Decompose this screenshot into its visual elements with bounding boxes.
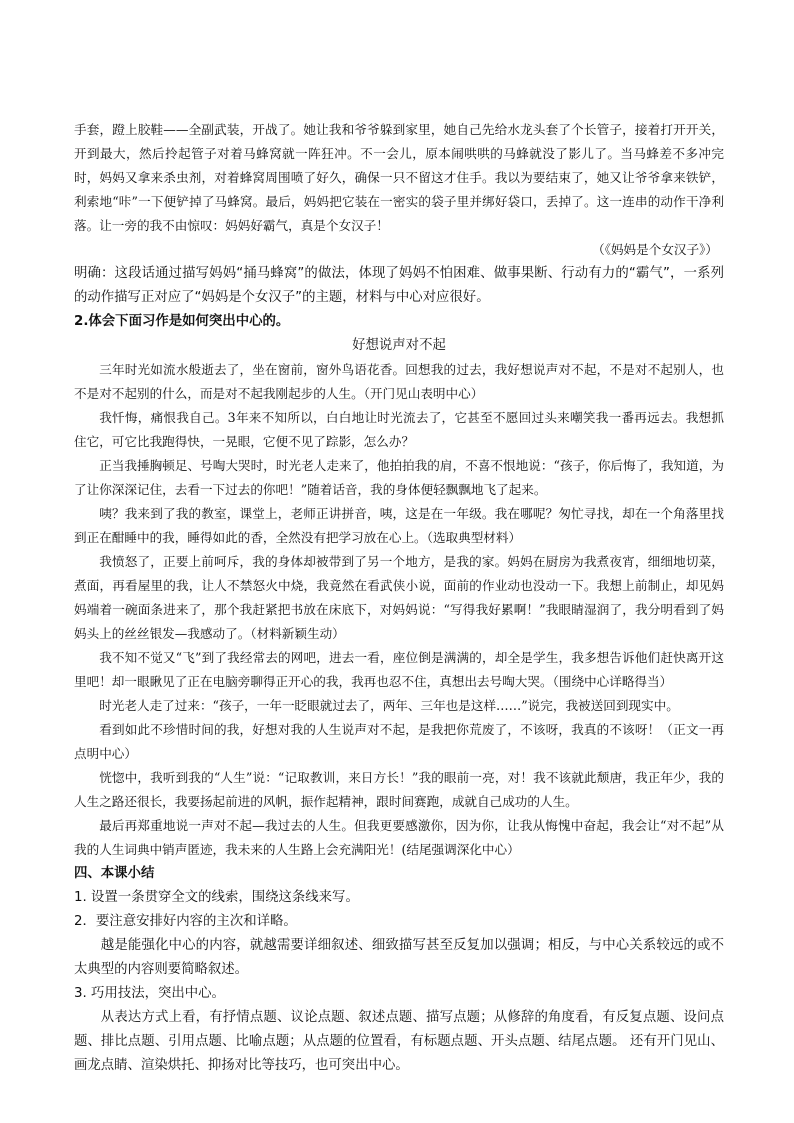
essay-paragraph: 我不知不觉又“飞”到了我经常去的网吧，进去一看，座位倒是满满的，却全是学生，我多想告诉他们赶快离开这里吧！却一眼瞅见了正在电脑旁聊得正开心的我，我再也忍不住，真想出去号啕大哭。（围绕中心详略得当） — [74, 650, 724, 689]
essay-paragraph: 恍惚中，我听到我的“人生”说：“记取教训，来日方长！”我的眼前一亮，对！我不该就此颓唐，我正年少，我的人生之路还很长，我要扬起前进的风帆，振作起精神，跟时间赛跑，成就自己成功的人生。 — [74, 770, 724, 809]
essay-paragraph: 我愤怒了，正要上前呵斥，我的身体却被带到了另一个地方，是我的家。妈妈在厨房为我煮夜宵，细细地切菜，煮面，再看屋里的我，让人不禁怒火中烧，我竟然在看武侠小说，面前的作业动也没动一下。我想上前制止，却见妈妈端着一碗面条进来了，那个我赶紧把书放在床底下，对妈妈说：“写得我好累啊！”我眼睛湿润了，我分明看到了妈妈头上的丝丝银发—我感动了。（材料新颖生动） — [74, 554, 724, 641]
commentary: 明确：这段话通过描写妈妈“捅马蜂窝”的做法，体现了妈妈不怕困难、做事果断、行动有力的“霸气”，一系列的动作描写正对应了“妈妈是个女汉子”的主题，材料与中心对应很好。 — [74, 266, 724, 305]
essay-paragraph: 最后再郑重地说一声对不起—我过去的人生。但我更要感激你，因为你，让我从悔愧中奋起，我会让“对不起”从我的人生词典中销声匿迹，我未来的人生路上会充满阳光！(结尾强调深化中心） — [74, 818, 724, 857]
summary-heading: 四、本课小结 — [74, 866, 155, 881]
essay-paragraph: 看到如此不珍惜时间的我，好想对我的人生说声对不起，是我把你荒废了，不该呀，我真的不该呀！（正文一再点明中心） — [74, 722, 724, 761]
essay-paragraph: 三年时光如流水般逝去了，坐在窗前，窗外鸟语花香。回想我的过去，我好想说声对不起，不是对不起别人，也不是对不起别的什么，而是对不起我刚起步的人生。（开门见山表明中心） — [74, 362, 724, 401]
essay-paragraph: 咦？我来到了我的教室，课堂上，老师正讲拼音，咦，这是在一年级。我在哪呢？匆忙寻找，却在一个角落里找到正在酣睡中的我，睡得如此的香，全然没有把学习放在心上。（选取典型材料） — [74, 506, 724, 545]
excerpt-paragraph: 手套，蹬上胶鞋——全副武装，开战了。她让我和爷爷躲到家里，她自己先给水龙头套了个长管子，接着打开开关，开到最大，然后拎起管子对着马蜂窝就一阵狂冲。不一会儿，原本闹哄哄的马蜂就没了影儿了。当马蜂差不多冲完时，妈妈又拿来杀虫剂，对着蜂窝周围喷了好久，确保一只不留这才住手。我以为要结束了，她又让爷爷拿来铁铲，利索地“咔”一下便铲掉了马蜂窝。最后，妈妈把它装在一密实的袋子里并绑好袋口，丢掉了。这一连串的动作干净利落。让一旁的我不由惊叹：妈妈好霸气，真是个女汉子！ — [74, 122, 724, 233]
excerpt-source: （《妈妈是个女汉子》） — [592, 242, 718, 257]
essay-title: 好想说声对不起 — [352, 338, 446, 353]
summary-point-3: 3. 巧用技法，突出中心。 — [74, 986, 225, 1001]
essay-paragraph: 正当我捶胸顿足、号啕大哭时，时光老人走来了，他拍拍我的肩，不喜不恨地说：“孩子，你后悔了，我知道，为了让你深深记住，去看一下过去的你吧！”随着话音，我的身体便轻飘飘地飞了起来。 — [74, 458, 724, 497]
summary-point-1: 1. 设置一条贯穿全文的线索，围绕这条线来写。 — [74, 890, 359, 905]
essay-paragraph: 时光老人走了过来：“孩子，一年一眨眼就过去了，两年、三年也是这样……”说完，我被送回到现实中。 — [99, 698, 679, 713]
summary-point-2: 2．要注意安排好内容的主次和详略。 — [74, 914, 297, 929]
exercise-prompt: 2.体会下面习作是如何突出中心的。 — [74, 314, 290, 329]
document-page — [74, 118, 724, 1078]
essay-paragraph: 我忏悔，痛恨我自己。3年来不知所以，白白地让时光流去了，它甚至不愿回过头来嘲笑我一番再远去。我想抓住它，可它比我跑得快，一晃眼，它便不见了踪影，怎么办？ — [74, 410, 724, 449]
summary-point-2-detail: 越是能强化中心的内容，就越需要详细叙述、细致描写甚至反复加以强调；相反，与中心关系较远的或不太典型的内容则要简略叙述。 — [74, 938, 724, 977]
summary-point-3-detail: 从表达方式上看，有抒情点题、议论点题、叙述点题、描写点题；从修辞的角度看，有反复点题、设问点题、排比点题、引用点题、比喻点题；从点题的位置看，有标题点题、开头点题、结尾点题。 还有开门见山、画龙点睛、渲染烘托、抑扬对比等技巧，也可突出中心。 — [74, 1010, 724, 1073]
